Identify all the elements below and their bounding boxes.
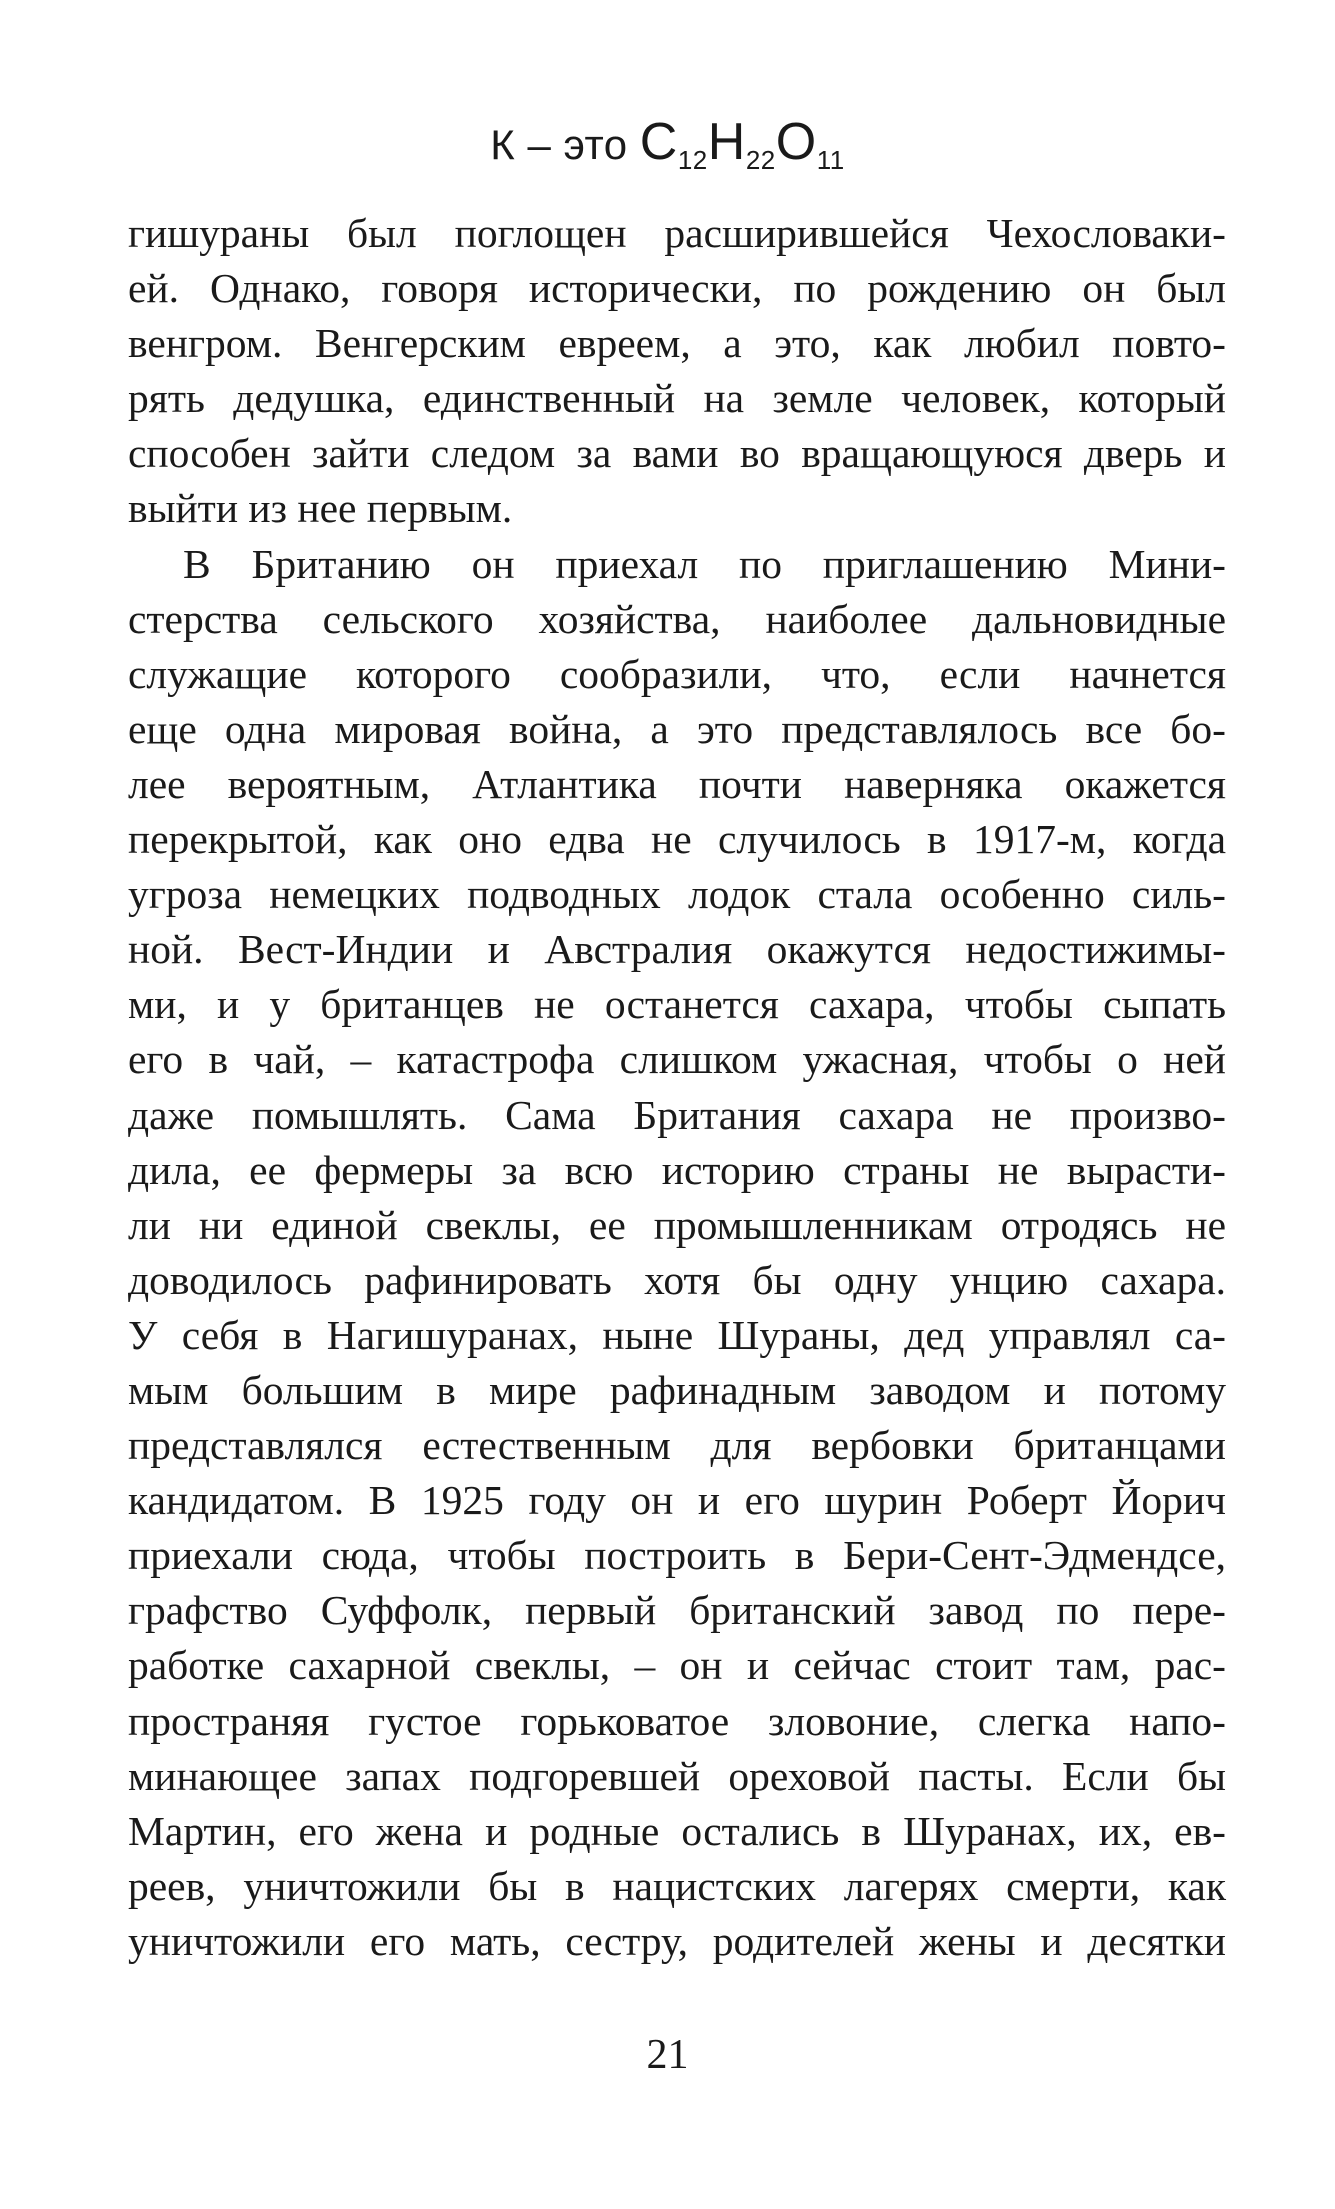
text-line: гишураны был поглощен расширившейся Чехословаки-	[128, 210, 1226, 256]
text-line: служащие которого сообразили, что, если начнется	[128, 650, 1226, 697]
text-line: уничтожили его мать, сестру, родителей жены и десятки	[128, 1917, 1226, 1964]
text-line: лее вероятным, Атлантика почти наверняка окажется	[128, 760, 1226, 807]
page-number: 21	[646, 2032, 689, 2078]
text-line: представлялся естественным для вербовки британцами	[128, 1422, 1226, 1469]
running-head-letter: К	[490, 121, 516, 168]
text-line: В Британию он приехал по приглашению Мини-	[183, 540, 1226, 587]
running-head-dash: –	[527, 121, 552, 168]
running-head	[0, 112, 1335, 175]
paragraph	[128, 537, 1226, 1969]
formula-subscript-o: 11	[816, 145, 845, 175]
text-line: графство Суффолк, первый британский завод по пере-	[128, 1587, 1226, 1634]
paragraph	[128, 206, 1226, 537]
formula-subscript-h: 22	[745, 145, 776, 175]
text-line: даже помышлять. Сама Британия сахара не произво-	[128, 1091, 1226, 1138]
text-line: выйти из нее первым.	[128, 485, 513, 532]
formula-element-c: C	[639, 113, 678, 171]
formula-element-h: H	[707, 113, 746, 171]
text-line: ей. Однако, говоря исторически, по рождению он был	[128, 265, 1226, 312]
text-line: минающее запах подгоревшей ореховой пасты. Если бы	[128, 1752, 1226, 1799]
text-line: реев, уничтожили бы в нацистских лагерях смерти, как	[128, 1862, 1226, 1909]
running-head-word: это	[563, 121, 628, 168]
text-line: угроза немецких подводных лодок стала особенно силь-	[128, 871, 1226, 918]
text-line: ли ни единой свеклы, ее промышленникам отродясь не	[128, 1201, 1226, 1248]
text-line: способен зайти следом за вами во вращающуюся дверь и	[128, 430, 1226, 477]
text-line: мым большим в мире рафинадным заводом и потому	[128, 1366, 1226, 1413]
formula-element-o: O	[775, 113, 817, 171]
text-line: кандидатом. В 1925 году он и его шурин Роберт Йорич	[128, 1477, 1226, 1524]
text-line: стерства сельского хозяйства, наиболее дальновидные	[128, 595, 1226, 642]
text-line: ной. Вест-Индии и Австралия окажутся недостижимы-	[128, 926, 1226, 973]
text-line: ми, и у британцев не останется сахара, чтобы сыпать	[128, 981, 1226, 1028]
chemical-formula	[639, 113, 845, 175]
text-line: доводилось рафинировать хотя бы одну унцию сахара.	[128, 1256, 1226, 1303]
text-line: венгром. Венгерским евреем, а это, как любил повто-	[128, 320, 1226, 367]
text-line: приехали сюда, чтобы построить в Бери-Сент-Эдмендсе,	[128, 1532, 1226, 1579]
text-line: работке сахарной свеклы, – он и сейчас стоит там, рас-	[128, 1642, 1226, 1689]
text-line: Мартин, его жена и родные остались в Шуранах, их, ев-	[128, 1807, 1226, 1854]
text-line: перекрытой, как оно едва не случилось в 1917-м, когда	[128, 816, 1226, 863]
formula-subscript-c: 12	[677, 145, 708, 175]
text-line: пространяя густое горьковатое зловоние, слегка напо-	[128, 1697, 1226, 1744]
text-line: еще одна мировая война, а это представлялось все бо-	[128, 705, 1226, 752]
text-line: его в чай, – катастрофа слишком ужасная, чтобы о ней	[128, 1036, 1226, 1083]
body-text	[128, 206, 1226, 1969]
text-line: У себя в Нагишуранах, ныне Шураны, дед управлял са-	[128, 1311, 1226, 1358]
text-line: дила, ее фермеры за всю историю страны не вырасти-	[128, 1146, 1226, 1193]
text-line: рять дедушка, единственный на земле человек, который	[128, 375, 1226, 422]
